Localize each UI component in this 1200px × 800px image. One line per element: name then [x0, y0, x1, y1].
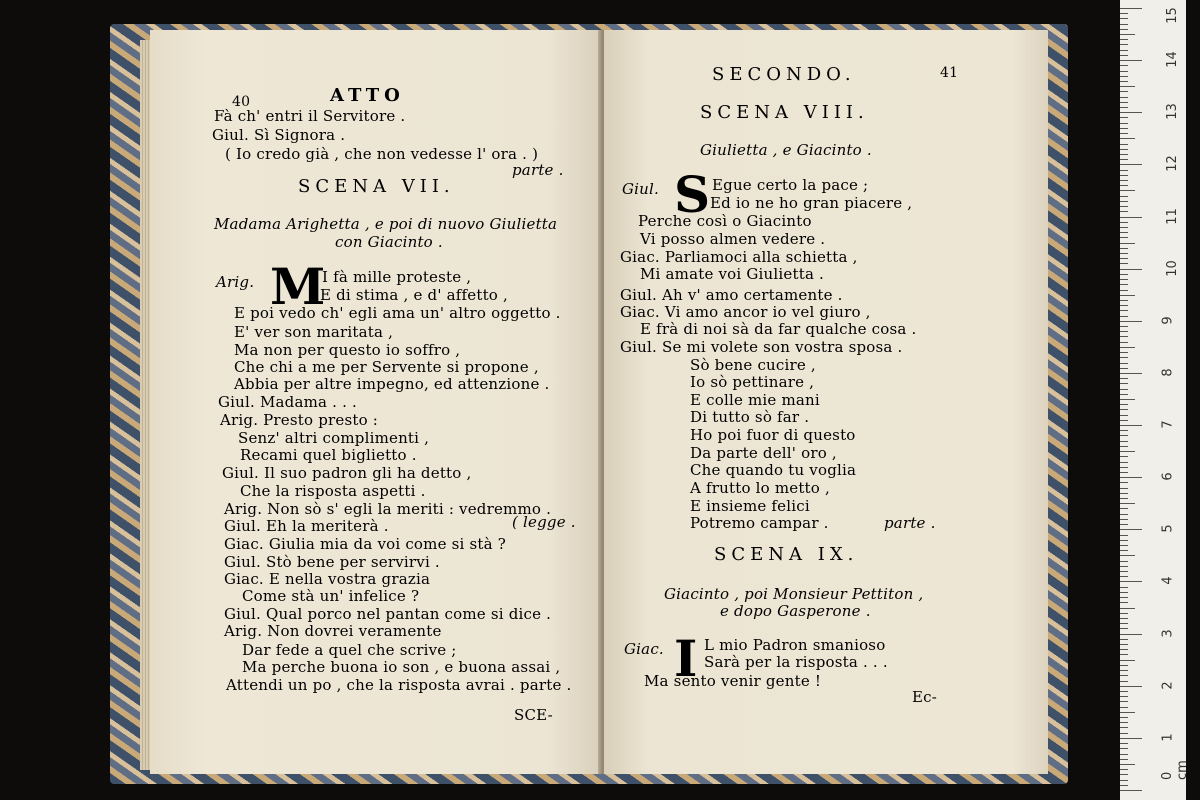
- ruler-tick: [1120, 50, 1128, 51]
- ruler-tick: [1120, 175, 1128, 176]
- ruler-tick: [1120, 759, 1128, 760]
- ruler-number: 13: [1164, 103, 1180, 121]
- text-line: Arig. Non dovrei veramente: [224, 622, 442, 640]
- ruler-tick: [1120, 279, 1128, 280]
- text-line: Arig. Non sò s' egli la meriti : vedremmo .: [224, 500, 552, 518]
- ruler-tick: [1120, 462, 1128, 463]
- text-line: Giul. Stò bene per servirvi .: [224, 553, 440, 571]
- text-line: Giul. Se mi volete son vostra sposa .: [620, 338, 903, 356]
- ruler-tick: [1120, 305, 1128, 306]
- ruler-tick: [1120, 201, 1128, 202]
- text-line: Giul. Sì Signora .: [212, 126, 346, 144]
- ruler-tick: [1120, 477, 1142, 478]
- ruler-tick: [1120, 686, 1142, 687]
- ruler-tick: [1120, 321, 1142, 322]
- ruler-tick: [1120, 164, 1142, 165]
- ruler-tick: [1120, 243, 1135, 244]
- stage-direction: ( legge .: [512, 513, 576, 531]
- text-line: Giac. Parliamoci alla schietta ,: [620, 248, 858, 266]
- text-line: Arig. Presto presto :: [220, 411, 379, 429]
- ruler-tick: [1120, 227, 1128, 228]
- text-line: Dar fede a quel che scrive ;: [242, 641, 457, 659]
- scene-characters: Madama Arighetta , e poi di nuovo Giulietta: [214, 215, 558, 233]
- ruler-tick: [1120, 754, 1128, 755]
- ruler-tick: [1120, 357, 1128, 358]
- ruler-tick: [1120, 441, 1128, 442]
- ruler-number: 7: [1160, 420, 1176, 429]
- ruler-tick: [1120, 383, 1128, 384]
- ruler-tick: [1120, 394, 1128, 395]
- text-line: Che quando tu voglia: [690, 461, 857, 479]
- ruler-tick: [1120, 571, 1128, 572]
- text-line: Senz' altri complimenti ,: [238, 429, 430, 447]
- ruler-tick: [1120, 149, 1128, 150]
- ruler-tick: [1120, 780, 1128, 781]
- ruler-tick: [1120, 144, 1128, 145]
- text-line: Giul. Madama . . .: [218, 393, 357, 411]
- text-line: Fà ch' entri il Servitore .: [214, 107, 406, 125]
- catchword: SCE-: [514, 706, 553, 724]
- ruler-tick: [1120, 482, 1128, 483]
- ruler-tick: [1120, 300, 1128, 301]
- ruler-tick: [1120, 733, 1128, 734]
- ruler-tick: [1120, 71, 1128, 72]
- ruler-tick: [1120, 738, 1142, 739]
- ruler-tick: [1120, 196, 1128, 197]
- ruler-tick: [1120, 701, 1128, 702]
- ruler-tick: [1120, 117, 1128, 118]
- ruler-tick: [1120, 102, 1128, 103]
- ruler-tick: [1120, 435, 1128, 436]
- speaker-label: Giac.: [624, 640, 664, 658]
- text-line: Vi posso almen vedere .: [640, 230, 826, 248]
- ruler-tick: [1120, 76, 1128, 77]
- ruler-tick: [1120, 644, 1128, 645]
- ruler-tick: [1120, 248, 1128, 249]
- text-line: Sarà per la risposta . . .: [704, 653, 888, 671]
- ruler-tick: [1120, 185, 1128, 186]
- ruler-tick: [1120, 222, 1128, 223]
- text-line: Giac. Vi amo ancor io vel giuro ,: [620, 303, 871, 321]
- ruler-tick: [1120, 467, 1128, 468]
- ruler-tick: [1120, 576, 1128, 577]
- ruler-tick: [1120, 529, 1142, 530]
- speaker-label: Arig.: [216, 273, 255, 291]
- text-line: Giul. Qual porco nel pantan come si dice .: [224, 605, 552, 623]
- text-line: Mi amate voi Giulietta .: [640, 265, 825, 283]
- ruler-tick: [1120, 602, 1128, 603]
- ruler-tick: [1120, 190, 1135, 191]
- ruler-number: 8: [1160, 368, 1176, 377]
- ruler-tick: [1120, 389, 1128, 390]
- text-line: Sò bene cucire ,: [690, 356, 816, 374]
- ruler-tick: [1120, 352, 1128, 353]
- ruler-tick: [1120, 404, 1128, 405]
- ruler-tick: [1120, 342, 1128, 343]
- text-line: E' ver son maritata ,: [234, 323, 394, 341]
- ruler-tick: [1120, 550, 1128, 551]
- ruler-tick: [1120, 159, 1128, 160]
- text-line: Ma perche buona io son , e buona assai ,: [242, 658, 561, 676]
- catchword: Ec-: [912, 688, 938, 706]
- ruler-number: 0 cm: [1160, 760, 1190, 780]
- ruler-tick: [1120, 581, 1142, 582]
- drop-cap: M: [270, 257, 326, 316]
- ruler-tick: [1120, 13, 1128, 14]
- ruler-tick: [1120, 524, 1128, 525]
- measuring-ruler: [1120, 0, 1190, 800]
- ruler-tick: [1120, 107, 1128, 108]
- text-line: Ed io ne ho gran piacere ,: [710, 194, 913, 212]
- text-line: Attendi un po , che la risposta avrai . parte .: [226, 676, 572, 694]
- ruler-tick: [1120, 123, 1128, 124]
- ruler-tick: [1120, 310, 1128, 311]
- ruler-number: 5: [1160, 524, 1176, 533]
- ruler-tick: [1120, 44, 1128, 45]
- text-line: E di stima , e d' affetto ,: [320, 286, 508, 304]
- ruler-tick: [1120, 712, 1135, 713]
- ruler-tick: [1120, 409, 1128, 410]
- ruler-tick: [1120, 211, 1128, 212]
- ruler-tick: [1120, 743, 1128, 744]
- ruler-tick: [1120, 24, 1128, 25]
- ruler-tick: [1120, 592, 1128, 593]
- ruler-tick: [1120, 263, 1128, 264]
- ruler-tick: [1120, 691, 1128, 692]
- text-line: Di tutto sò far .: [690, 408, 810, 426]
- ruler-tick: [1120, 769, 1128, 770]
- ruler-tick: [1120, 566, 1128, 567]
- text-line: Che chi a me per Servente si propone ,: [234, 358, 539, 376]
- ruler-tick: [1120, 206, 1128, 207]
- ruler-tick: [1120, 498, 1128, 499]
- text-line: Recami quel biglietto .: [240, 446, 417, 464]
- ruler-number: 6: [1160, 472, 1176, 481]
- ruler-number: 15: [1164, 7, 1180, 24]
- running-head-left: ATTO: [330, 85, 405, 106]
- ruler-tick: [1120, 60, 1142, 61]
- ruler-tick: [1120, 368, 1128, 369]
- ruler-tick: [1120, 363, 1128, 364]
- ruler-tick: [1120, 446, 1128, 447]
- ruler-tick: [1120, 722, 1128, 723]
- ruler-tick: [1120, 65, 1128, 66]
- ruler-tick: [1120, 493, 1128, 494]
- ruler-tick: [1120, 425, 1142, 426]
- ruler-number: 3: [1160, 628, 1176, 638]
- scene-heading: SCENA IX.: [714, 544, 859, 565]
- ruler-tick: [1120, 347, 1135, 348]
- ruler-tick: [1120, 540, 1128, 541]
- ruler-tick: [1120, 430, 1128, 431]
- text-line: Giul. Ah v' amo certamente .: [620, 286, 843, 304]
- speaker-label: Giul.: [622, 180, 660, 198]
- ruler-tick: [1120, 764, 1135, 765]
- ruler-tick: [1120, 623, 1128, 624]
- ruler-tick: [1120, 681, 1128, 682]
- text-line: E frà di noi sà da far qualche cosa .: [640, 320, 917, 338]
- ruler-number: 12: [1164, 155, 1180, 173]
- ruler-tick: [1120, 378, 1128, 379]
- text-line: Io sò pettinare ,: [690, 373, 815, 391]
- text-line: E colle mie mani: [690, 391, 820, 409]
- text-line: Ma non per questo io soffro ,: [234, 341, 461, 359]
- scene-characters: e dopo Gasperone .: [720, 602, 871, 620]
- ruler-tick: [1120, 284, 1128, 285]
- scene-characters: Giulietta , e Giacinto .: [700, 141, 872, 159]
- ruler-tick: [1120, 535, 1128, 536]
- text-line: Come stà un' infelice ?: [242, 587, 420, 605]
- page-number-right: 41: [940, 65, 959, 81]
- ruler-tick: [1120, 232, 1128, 233]
- text-line: Ho poi fuor di questo: [690, 426, 856, 444]
- ruler-tick: [1120, 253, 1128, 254]
- ruler-tick: [1120, 774, 1128, 775]
- ruler-tick: [1120, 34, 1135, 35]
- ruler-number: 1: [1160, 733, 1176, 742]
- ruler-tick: [1120, 237, 1128, 238]
- stage-direction: parte .: [512, 161, 564, 179]
- text-line: Egue certo la pace ;: [712, 176, 869, 194]
- ruler-tick: [1120, 639, 1128, 640]
- ruler-tick: [1120, 654, 1128, 655]
- ruler-tick: [1120, 336, 1128, 337]
- ruler-tick: [1120, 675, 1128, 676]
- ruler-tick: [1120, 154, 1128, 155]
- ruler-number: 10: [1164, 259, 1180, 277]
- ruler-tick: [1120, 290, 1128, 291]
- ruler-tick: [1120, 628, 1128, 629]
- text-line: Da parte dell' oro ,: [690, 444, 837, 462]
- ruler-tick: [1120, 81, 1128, 82]
- ruler-tick: [1120, 555, 1135, 556]
- ruler-tick: [1120, 316, 1128, 317]
- ruler-tick: [1120, 217, 1142, 218]
- ruler-tick: [1120, 326, 1128, 327]
- ruler-tick: [1120, 451, 1135, 452]
- text-line: Abbia per altre impegno, ed attenzione .: [234, 375, 550, 393]
- ruler-tick: [1120, 561, 1128, 562]
- ruler-number: 4: [1160, 576, 1176, 586]
- ruler-tick: [1120, 373, 1142, 374]
- stage-direction: parte .: [884, 514, 936, 532]
- ruler-tick: [1120, 133, 1128, 134]
- ruler-number: 14: [1164, 51, 1180, 68]
- ruler-tick: [1120, 618, 1128, 619]
- ruler-tick: [1120, 608, 1135, 609]
- ruler-tick: [1120, 727, 1128, 728]
- drop-cap: I: [674, 629, 698, 688]
- ruler-tick: [1120, 269, 1142, 270]
- text-line: E poi vedo ch' egli ama un' altro oggetto .: [234, 304, 561, 322]
- ruler-tick: [1120, 785, 1128, 786]
- ruler-tick: [1120, 128, 1128, 129]
- text-line: Giul. Il suo padron gli ha detto ,: [222, 464, 472, 482]
- ruler-tick: [1120, 112, 1142, 113]
- ruler-tick: [1120, 170, 1128, 171]
- text-line: I fà mille proteste ,: [322, 268, 472, 286]
- ruler-tick: [1120, 258, 1128, 259]
- ruler-tick: [1120, 180, 1128, 181]
- ruler-tick: [1120, 295, 1135, 296]
- text-line: Che la risposta aspetti .: [240, 482, 426, 500]
- ruler-tick: [1120, 274, 1128, 275]
- ruler-tick: [1120, 8, 1142, 9]
- ruler-tick: [1120, 91, 1128, 92]
- ruler-number: 9: [1160, 316, 1176, 325]
- text-line: A frutto lo metto ,: [690, 479, 830, 497]
- ruler-tick: [1120, 717, 1128, 718]
- ruler-tick: [1120, 696, 1128, 697]
- ruler-tick: [1120, 97, 1128, 98]
- ruler-tick: [1120, 18, 1128, 19]
- text-line: Ma sento venir gente !: [644, 672, 822, 690]
- ruler-tick: [1120, 55, 1128, 56]
- ruler-tick: [1120, 29, 1128, 30]
- ruler-number: 2: [1160, 681, 1176, 690]
- ruler-tick: [1120, 420, 1128, 421]
- ruler-tick: [1120, 415, 1128, 416]
- ruler-tick: [1120, 399, 1135, 400]
- text-line: E insieme felici: [690, 497, 810, 515]
- scene-characters: con Giacinto .: [335, 233, 443, 251]
- scene-characters: Giacinto , poi Monsieur Pettiton ,: [664, 585, 924, 603]
- ruler-tick: [1120, 660, 1135, 661]
- text-line: ( Io credo già , che non vedesse l' ora . ): [225, 145, 539, 163]
- text-line: Potremo campar .: [690, 514, 829, 532]
- ruler-tick: [1120, 456, 1128, 457]
- ruler-tick: [1120, 587, 1128, 588]
- ruler-tick: [1120, 707, 1128, 708]
- text-line: L mio Padron smanioso: [704, 636, 886, 654]
- ruler-tick: [1120, 748, 1128, 749]
- scene-heading: SCENA VII.: [298, 176, 455, 197]
- ruler-tick: [1120, 649, 1128, 650]
- ruler-tick: [1120, 597, 1128, 598]
- running-head-right: SECONDO.: [712, 64, 856, 85]
- ruler-tick: [1120, 472, 1128, 473]
- ruler-tick: [1120, 634, 1142, 635]
- ruler-tick: [1120, 488, 1128, 489]
- ruler-tick: [1120, 790, 1142, 791]
- page-number-left: 40: [232, 94, 251, 110]
- drop-cap: S: [674, 165, 711, 224]
- ruler-tick: [1120, 665, 1128, 666]
- text-line: Giac. Giulia mia da voi come si stà ?: [224, 535, 506, 553]
- ruler-tick: [1120, 545, 1128, 546]
- ruler-tick: [1120, 519, 1128, 520]
- scene-heading: SCENA VIII.: [700, 102, 869, 123]
- ruler-tick: [1120, 86, 1135, 87]
- text-line: Perche così o Giacinto: [638, 212, 812, 230]
- text-line: Giac. E nella vostra grazia: [224, 570, 431, 588]
- ruler-tick: [1120, 39, 1128, 40]
- text-line: Giul. Eh la meriterà .: [224, 517, 389, 535]
- ruler-tick: [1120, 503, 1135, 504]
- ruler-tick: [1120, 331, 1128, 332]
- ruler-tick: [1120, 613, 1128, 614]
- ruler-tick: [1120, 508, 1128, 509]
- ruler-tick: [1120, 138, 1135, 139]
- ruler-tick: [1120, 514, 1128, 515]
- ruler-tick: [1120, 670, 1128, 671]
- ruler-number: 11: [1164, 207, 1180, 225]
